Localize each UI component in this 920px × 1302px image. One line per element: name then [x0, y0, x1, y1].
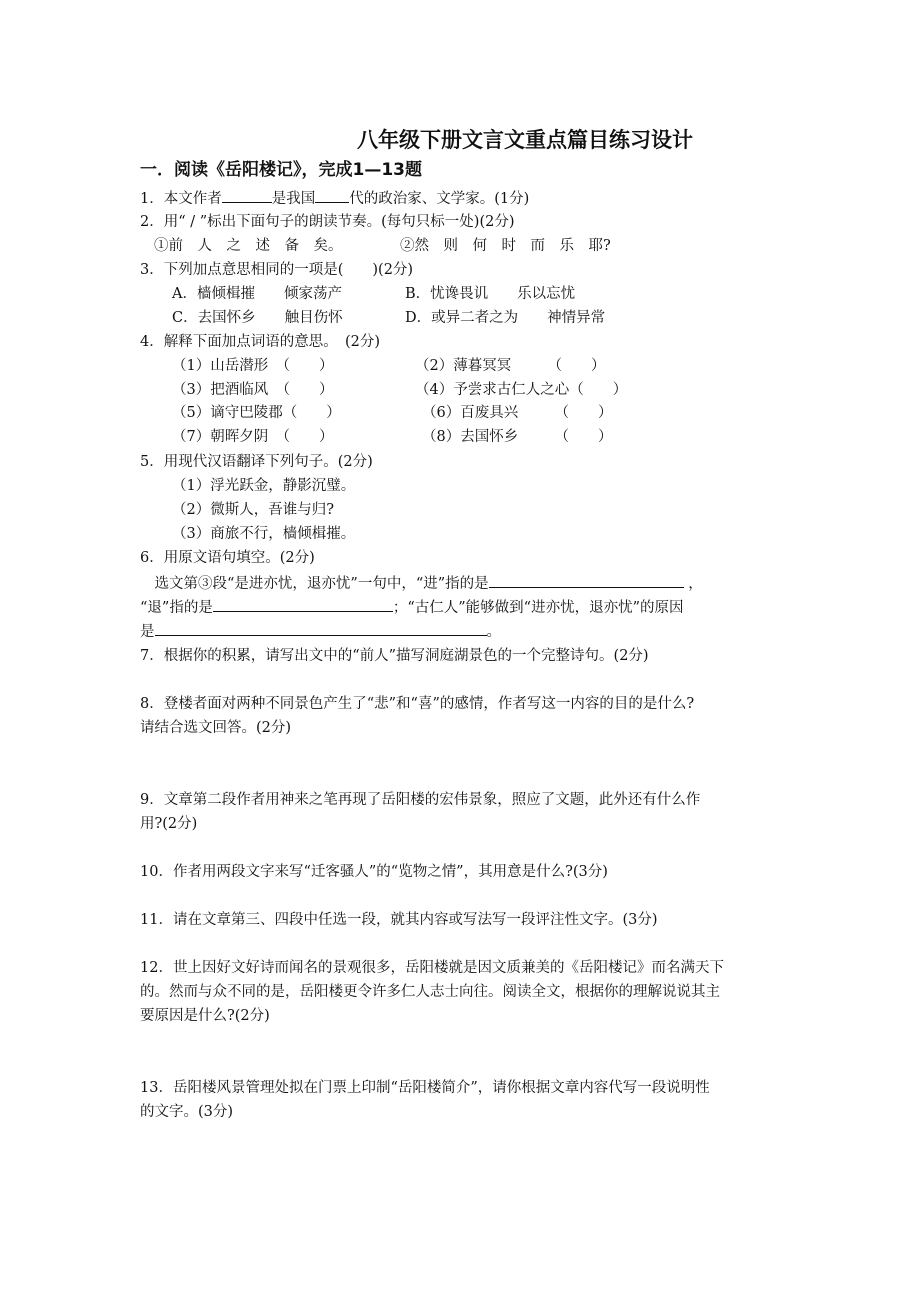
q5-item: （1）浮光跃金，静影沉璧。 — [172, 478, 356, 494]
q6-text: “退”指的是 — [140, 600, 213, 616]
question-3: 3．下列加点意思相同的一项是( )(2分) — [140, 262, 414, 278]
q2-sentence-1: ①前 人 之 述 备 矣。 — [154, 238, 343, 254]
q3-option-b: B．忧谗畏讥 乐以忘忧 — [405, 286, 576, 302]
question-12: 要原因是什么?(2分) — [140, 1008, 270, 1024]
answer-blank[interactable] — [213, 597, 393, 612]
question-10: 10．作者用两段文字来写“迁客骚人”的“览物之情”，其用意是什么?(3分) — [140, 864, 608, 880]
question-11: 11．请在文章第三、四段中任选一段，就其内容或写法写一段评注性文字。(3分) — [140, 912, 658, 928]
question-7: 7．根据你的积累，请写出文中的“前人”描写洞庭湖景色的一个完整诗句。(2分) — [140, 648, 649, 664]
q4-item: （7）朝晖夕阴 （ ） — [172, 429, 334, 445]
question-2: 2．用“ / ”标出下面句子的朗读节奏。(每句只标一处)(2分) — [140, 214, 515, 230]
question-6: 6．用原文语句填空。(2分) — [140, 550, 315, 566]
question-5: 5．用现代汉语翻译下列句子。(2分) — [140, 454, 373, 470]
q5-item: （3）商旅不行，樯倾楫摧。 — [172, 526, 356, 542]
q1-text: 代的政治家、文学家。(1分) — [349, 191, 530, 207]
q4-item: （6）百废具兴 （ ） — [422, 405, 613, 421]
q2-sentence-2: ②然 则 何 时 而 乐 耶? — [400, 238, 611, 254]
question-8: 8．登楼者面对两种不同景色产生了“悲”和“喜”的感情，作者写这一内容的目的是什么? — [140, 696, 695, 712]
q3-option-d: D．或异二者之为 神情异常 — [405, 310, 606, 326]
q1-text: 是我国 — [271, 191, 316, 207]
answer-blank[interactable] — [489, 573, 684, 588]
q6-text: ；“古仁人”能够做到“进亦忧，退亦忧”的原因 — [392, 600, 684, 616]
q4-item: （8）去国怀乡 （ ） — [422, 429, 613, 445]
question-13: 的文字。(3分) — [140, 1104, 234, 1120]
q6-line-2 — [140, 597, 683, 618]
q3-option-a: A．樯倾楫摧 倾家荡产 — [172, 286, 342, 302]
q5-item: （2）微斯人，吾谁与归? — [172, 502, 334, 518]
question-12: 12．世上因好文好诗而闻名的景观很多，岳阳楼就是因文质兼美的《岳阳楼记》而名满天下 — [140, 960, 724, 976]
document-title: 八年级下册文言文重点篇目练习设计 — [357, 128, 693, 152]
q4-item: （5）谪守巴陵郡（ ） — [172, 405, 341, 421]
section-heading: 一．阅读《岳阳楼记》，完成1—13题 — [140, 160, 422, 180]
q4-item: （4）予尝求古仁人之心（ ） — [415, 382, 628, 398]
q6-line-3: 是 。 — [140, 621, 501, 642]
question-9: 9．文章第二段作者用神来之笔再现了岳阳楼的宏伟景象，照应了文题，此外还有什么作 — [140, 792, 701, 808]
q4-item: （3）把酒临风 （ ） — [172, 382, 334, 398]
q3-option-c: C．去国怀乡 触目伤怀 — [172, 310, 343, 326]
answer-blank[interactable] — [155, 621, 487, 636]
q1-text: 1．本文作者 — [140, 191, 222, 207]
q4-item: （1）山岳潜形 （ ） — [172, 358, 334, 374]
answer-blank[interactable] — [315, 188, 349, 203]
answer-blank[interactable] — [222, 188, 272, 203]
question-1 — [140, 188, 529, 209]
question-12: 的。然而与众不同的是，岳阳楼更令许多仁人志士向往。阅读全文，根据你的理解说说其主 — [140, 984, 720, 1000]
question-8: 请结合选文回答。(2分) — [140, 720, 292, 736]
q6-text: 是 — [140, 624, 155, 640]
question-13: 13．岳阳楼风景管理处拟在门票上印制“岳阳楼简介”，请你根据文章内容代写一段说明性 — [140, 1080, 710, 1096]
question-4: 4．解释下面加点词语的意思。 (2分) — [140, 334, 381, 350]
q6-text: 选文第③段“是进亦忧，退亦忧”一句中，“进”指的是 — [140, 576, 489, 592]
question-9: 用?(2分) — [140, 816, 198, 832]
q4-item: （2）薄暮冥冥 （ ） — [415, 358, 606, 374]
q6-line-1: 选文第③段“是进亦忧，退亦忧”一句中，“进”指的是 ， — [140, 573, 703, 594]
